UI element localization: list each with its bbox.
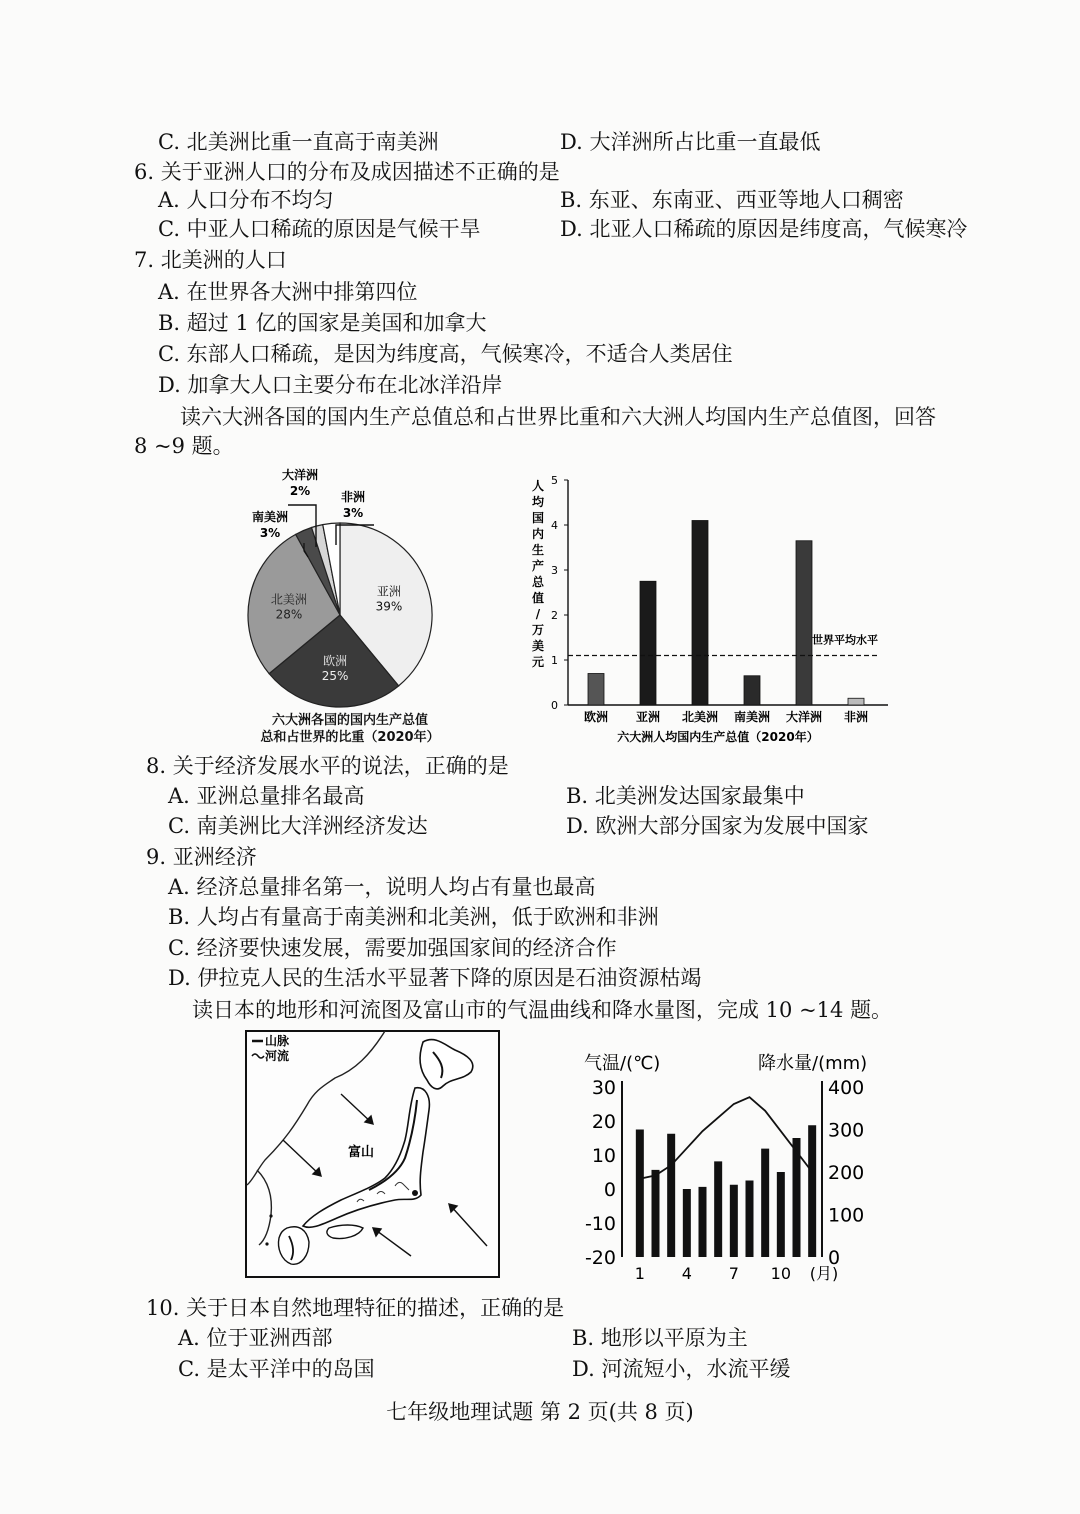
bar-ytick-4: 4 — [551, 519, 558, 532]
q10-option-d: D. 河流短小，水流平缓 — [572, 1357, 791, 1381]
q7-option-a: A. 在世界各大洲中排第四位 — [158, 280, 418, 304]
kyushu-island — [279, 1227, 310, 1264]
page-footer: 七年级地理试题 第 2 页(共 8 页) — [386, 1400, 694, 1424]
climate-precip-bar-2 — [667, 1134, 675, 1257]
bar-xtick-4: 大洋洲 — [785, 710, 823, 724]
q9-option-b: B. 人均占有量高于南美洲和北美洲，低于欧洲和非洲 — [168, 905, 659, 929]
q6-option-a: A. 人口分布不均匀 — [158, 188, 334, 212]
bar-ylabel-char-1: 均 — [531, 495, 545, 509]
q10-option-a: A. 位于亚洲西部 — [178, 1326, 333, 1350]
pie-label-name-0: 亚洲 — [376, 584, 401, 599]
climate-precip-bar-6 — [730, 1185, 738, 1257]
climate-temp-tick-2: 10 — [591, 1145, 616, 1167]
legend-river: 河流 — [265, 1049, 290, 1063]
climate-precip-bar-3 — [683, 1189, 691, 1257]
bar-xtick-2: 北美洲 — [681, 710, 719, 724]
q9-option-a: A. 经济总量排名第一，说明人均占有量也最高 — [168, 875, 596, 899]
pie-outer-value-5: 3% — [342, 506, 364, 520]
toyama-label: 富山 — [348, 1145, 375, 1160]
q8-option-d: D. 欧洲大部分国家为发展中国家 — [566, 814, 869, 838]
q10-option-b: B. 地形以平原为主 — [572, 1326, 748, 1350]
bar-xtick-5: 非洲 — [843, 710, 869, 724]
q7-option-d: D. 加拿大人口主要分布在北冰洋沿岸 — [158, 373, 503, 397]
climate-ylabel-left: 气温/(℃) — [584, 1053, 661, 1074]
climate-precip-tick-4: 0 — [828, 1247, 841, 1269]
climate-temp-line — [640, 1097, 812, 1179]
q7-stem: 7. 北美洲的人口 — [134, 248, 287, 272]
climate-xtick-2: 7 — [728, 1264, 739, 1283]
bar-ytick-3: 3 — [551, 564, 558, 577]
bar-xtick-1: 亚洲 — [635, 710, 661, 724]
bar-4 — [796, 541, 812, 705]
climate-temp-tick-1: 20 — [591, 1111, 616, 1133]
bar-ytick-0: 0 — [551, 699, 558, 712]
bar-ytick-1: 1 — [551, 654, 558, 667]
japan-terrain-river-map — [245, 1030, 500, 1278]
climate-xtick-4: (月) — [809, 1264, 839, 1283]
q5-option-d: D. 大洋洲所占比重一直最低 — [560, 130, 821, 154]
bar-ylabel-char-3: 内 — [531, 527, 545, 541]
pie-title-line1: 六大洲各国的国内生产总值 — [271, 713, 428, 728]
q6-stem: 6. 关于亚洲人口的分布及成因描述不正确的是 — [134, 160, 560, 184]
climate-precip-bar-9 — [777, 1172, 785, 1257]
q7-option-b: B. 超过 1 亿的国家是美国和加拿大 — [158, 311, 487, 335]
legend-mountain: 山脉 — [265, 1034, 290, 1048]
q10-stem: 10. 关于日本自然地理特征的描述，正确的是 — [146, 1296, 565, 1320]
climate-ylabel-right: 降水量/(mm) — [758, 1053, 868, 1074]
q8-option-a: A. 亚洲总量排名最高 — [168, 784, 365, 808]
pie-label-value-0: 39% — [375, 599, 403, 614]
pie-outer-value-3: 3% — [259, 526, 281, 540]
bar-ylabel-char-2: 国 — [531, 511, 545, 525]
climate-precip-bar-11 — [808, 1125, 816, 1257]
climate-precip-bar-5 — [714, 1161, 722, 1257]
q6-option-c: C. 中亚人口稀疏的原因是气候干旱 — [158, 217, 481, 241]
climate-xtick-0: 1 — [634, 1264, 645, 1283]
bar-ylabel-char-7: 值 — [531, 591, 545, 605]
bar-reference-label: 世界平均水平 — [812, 633, 878, 647]
bar-0 — [588, 674, 604, 706]
climate-temp-tick-5: -20 — [584, 1247, 616, 1269]
pie-outer-value-4: 2% — [289, 484, 311, 498]
bar-xtick-0: 欧洲 — [583, 710, 609, 724]
q8-option-c: C. 南美洲比大洋洲经济发达 — [168, 814, 428, 838]
pie-title-line2: 总和占世界的比重（2020年） — [260, 730, 440, 745]
climate-precip-bar-1 — [652, 1170, 660, 1257]
q6-option-d: D. 北亚人口稀疏的原因是纬度高，气候寒冷 — [560, 217, 968, 241]
bar-ylabel-char-8: / — [535, 607, 541, 621]
pie-label-name-1: 欧洲 — [323, 653, 348, 668]
pie-outer-name-3: 南美洲 — [251, 510, 289, 524]
bar-ylabel-char-9: 万 — [531, 623, 545, 637]
climate-precip-tick-0: 400 — [828, 1077, 865, 1099]
pie-outer-name-5: 非洲 — [340, 490, 366, 504]
q8-option-b: B. 北美洲发达国家最集中 — [566, 784, 805, 808]
climate-precip-bar-0 — [636, 1130, 644, 1258]
intro-8-9-line2: 8 ~9 题。 — [134, 434, 234, 458]
climate-temp-tick-0: 30 — [591, 1077, 616, 1099]
q10-option-c: C. 是太平洋中的岛国 — [178, 1357, 375, 1381]
climate-temp-tick-3: 0 — [603, 1179, 616, 1201]
q9-stem: 9. 亚洲经济 — [146, 845, 257, 869]
bar-5 — [848, 698, 864, 705]
toyama-climate-chart — [580, 1045, 890, 1295]
climate-precip-tick-2: 200 — [828, 1162, 865, 1184]
gdp-share-pie-chart — [240, 465, 460, 710]
gdp-per-capita-bar-chart — [520, 470, 900, 750]
bar-3 — [744, 676, 760, 705]
climate-precip-tick-1: 300 — [828, 1119, 865, 1142]
intro-10-14: 读日本的地形和河流图及富山市的气温曲线和降水量图，完成 10 ~14 题。 — [192, 998, 893, 1022]
bar-title: 六大洲人均国内生产总值（2020年） — [617, 730, 819, 744]
q9-option-c: C. 经济要快速发展，需要加强国家间的经济合作 — [168, 936, 617, 960]
climate-precip-bar-4 — [699, 1187, 707, 1257]
bar-ylabel-char-4: 生 — [531, 543, 545, 557]
climate-precip-tick-3: 100 — [828, 1204, 865, 1227]
climate-xtick-3: 10 — [770, 1264, 792, 1283]
bar-ytick-2: 2 — [551, 609, 558, 622]
bar-ylabel-char-0: 人 — [531, 479, 545, 493]
climate-temp-tick-4: -10 — [584, 1213, 616, 1235]
climate-precip-bar-8 — [761, 1149, 769, 1257]
climate-precip-bar-7 — [746, 1181, 754, 1258]
climate-xtick-1: 4 — [681, 1264, 692, 1283]
bar-ytick-5: 5 — [551, 474, 558, 487]
intro-8-9-line1: 读六大洲各国的国内生产总值总和占世界比重和六大洲人均国内生产总值图，回答 — [180, 405, 936, 429]
q9-option-d: D. 伊拉克人民的生活水平显著下降的原因是石油资源枯竭 — [168, 966, 702, 990]
bar-ylabel-char-5: 产 — [531, 559, 545, 573]
bar-xtick-3: 南美洲 — [733, 710, 771, 724]
bar-ylabel-char-11: 元 — [531, 655, 545, 669]
pie-outer-name-4: 大洋洲 — [281, 468, 319, 482]
bar-2 — [692, 521, 708, 706]
q5-option-c: C. 北美洲比重一直高于南美洲 — [158, 130, 439, 154]
q7-option-c: C. 东部人口稀疏，是因为纬度高，气候寒冷，不适合人类居住 — [158, 342, 733, 366]
pie-label-value-1: 25% — [321, 668, 349, 683]
q8-stem: 8. 关于经济发展水平的说法，正确的是 — [146, 754, 509, 778]
pie-label-value-2: 28% — [275, 607, 303, 622]
pie-label-name-2: 北美洲 — [270, 592, 307, 607]
bar-ylabel-char-6: 总 — [531, 575, 545, 589]
bar-1 — [640, 581, 656, 705]
bar-ylabel-char-10: 美 — [531, 639, 545, 653]
q6-option-b: B. 东亚、东南亚、西亚等地人口稠密 — [560, 188, 904, 212]
